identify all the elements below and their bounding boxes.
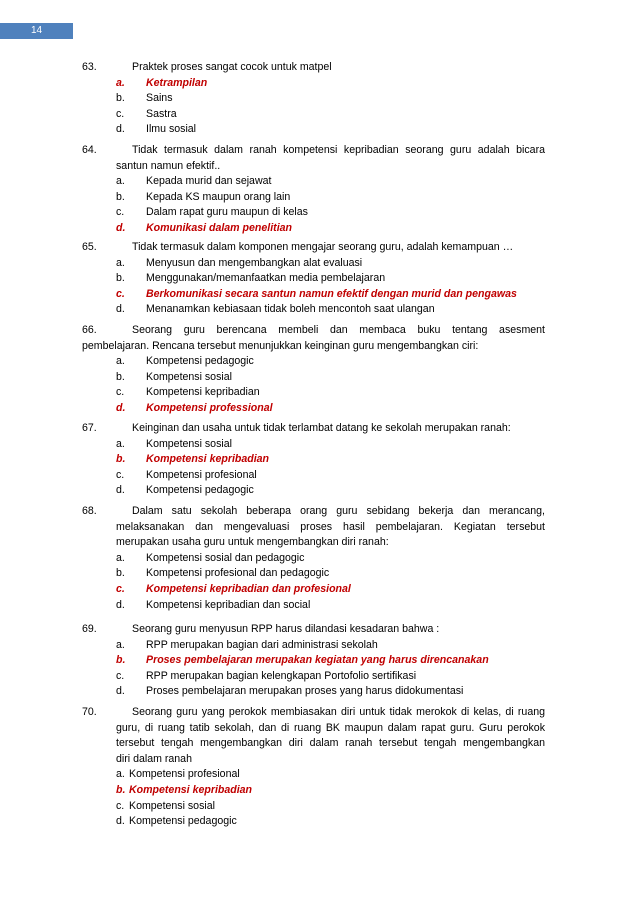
question-stem xyxy=(82,323,545,354)
option-text: Dalam rapat guru maupun di kelas xyxy=(146,206,308,219)
option-letter: d. xyxy=(116,685,125,698)
question-text-line xyxy=(82,705,545,721)
question-text-line: guru, di ruang tatib sekolah, dan di ruang BK maupun dalam rapat guru. Guru perokok xyxy=(116,721,545,734)
option-letter: b. xyxy=(116,190,125,203)
answer-option xyxy=(82,107,545,123)
option-text: Sastra xyxy=(146,107,177,120)
option-letter: d. xyxy=(116,484,125,497)
question-number: 65. xyxy=(82,241,97,253)
option-letter: c. xyxy=(116,799,125,812)
question-text-line xyxy=(82,60,545,76)
option-text: Kompetensi pedagogic xyxy=(129,815,237,828)
question-text: Seorang guru berencana membeli dan membaca buku tentang asesment xyxy=(132,324,545,336)
option-text: Menanamkan kebiasaan tidak boleh mencontoh saat ulangan xyxy=(146,303,435,316)
answer-option-correct xyxy=(82,401,545,417)
option-text: Kompetensi kepribadian xyxy=(146,453,270,466)
option-letter: b. xyxy=(116,272,125,285)
question-text-line xyxy=(82,240,545,256)
answer-option-correct xyxy=(82,221,545,237)
question-block xyxy=(82,622,545,700)
answer-option xyxy=(82,122,545,138)
option-letter: d. xyxy=(116,123,125,136)
answer-option xyxy=(82,271,545,287)
option-text: Ketrampilan xyxy=(146,76,208,89)
option-text: Menggunakan/memanfaatkan media pembelajaran xyxy=(146,272,386,285)
question-text: Tidak termasuk dalam komponen mengajar seorang guru, adalah kemampuan … xyxy=(132,241,514,253)
option-text: Kompetensi sosial xyxy=(146,437,232,450)
question-text-line xyxy=(82,421,545,437)
option-letter: c. xyxy=(116,107,125,120)
answer-option xyxy=(82,190,545,206)
question-text-line: diri dalam ranah xyxy=(116,752,192,765)
answer-option xyxy=(82,669,545,685)
option-letter: c. xyxy=(116,582,125,595)
option-letter: a. xyxy=(116,355,125,368)
answer-option xyxy=(82,483,545,499)
answer-option-correct xyxy=(82,783,545,799)
question-number: 67. xyxy=(82,422,97,434)
question-stem xyxy=(82,240,545,256)
option-text: Kompetensi kepribadian xyxy=(129,783,253,796)
answer-option xyxy=(82,174,545,190)
option-letter: b. xyxy=(116,92,125,105)
answer-option xyxy=(82,354,545,370)
option-letter: a. xyxy=(116,437,125,450)
option-text: RPP merupakan bagian dari administrasi sekolah xyxy=(146,638,378,651)
option-text: Kompetensi sosial xyxy=(129,799,215,812)
option-text: Berkomunikasi secara santun namun efektif dengan murid dan pengawas xyxy=(146,287,517,300)
option-letter: c. xyxy=(116,287,125,300)
option-text: Kompetensi pedagogic xyxy=(146,484,254,497)
answer-option xyxy=(82,256,545,272)
question-stem xyxy=(82,622,545,638)
question-text-line xyxy=(82,622,545,638)
question-number: 69. xyxy=(82,623,97,635)
option-letter: d. xyxy=(116,401,126,414)
option-letter: b. xyxy=(116,783,126,796)
question-stem xyxy=(82,705,545,767)
question-text: Tidak termasuk dalam ranah kompetensi kepribadian seorang guru adalah bicara xyxy=(132,144,545,156)
question-text-line: pembelajaran. Rencana tersebut menunjukkan keinginan guru mengembangkan ciri: xyxy=(82,339,479,352)
page-number-tab xyxy=(0,23,73,39)
question-stem xyxy=(82,143,545,174)
answer-option xyxy=(82,370,545,386)
answer-option xyxy=(82,566,545,582)
option-letter: a. xyxy=(116,768,125,781)
option-letter: b. xyxy=(116,453,126,466)
option-letter: a. xyxy=(116,638,125,651)
question-stem xyxy=(82,60,545,76)
answer-option xyxy=(82,598,545,614)
option-text: Kompetensi professional xyxy=(146,401,273,414)
question-text-line xyxy=(82,323,545,339)
option-text: Kompetensi sosial xyxy=(146,370,232,383)
answer-option xyxy=(82,551,545,567)
page-number: 14 xyxy=(30,25,43,36)
answer-option xyxy=(82,638,545,654)
question-block xyxy=(82,60,545,138)
question-text: Keinginan dan usaha untuk tidak terlambat datang ke sekolah merupakan ranah: xyxy=(132,422,511,434)
option-text: Kompetensi profesional xyxy=(146,468,257,481)
option-text: Proses pembelajaran merupakan proses yang harus didokumentasi xyxy=(146,685,464,698)
option-text: Kompetensi kepribadian dan profesional xyxy=(146,582,351,595)
answer-option xyxy=(82,91,545,107)
option-text: Kepada KS maupun orang lain xyxy=(146,190,291,203)
question-text-line: merupakan usaha guru untuk mengembangkan diri ranah: xyxy=(116,536,389,549)
question-block xyxy=(82,323,545,417)
question-text: Praktek proses sangat cocok untuk matpel xyxy=(132,61,332,73)
question-text: Dalam satu sekolah beberapa orang guru sebidang bekerja dan merancang, xyxy=(132,505,545,517)
option-text: Menyusun dan mengembangkan alat evaluasi xyxy=(146,256,363,269)
question-number: 70. xyxy=(82,706,97,718)
option-text: Ilmu sosial xyxy=(146,123,197,136)
option-text: Kompetensi profesional dan pedagogic xyxy=(146,567,330,580)
question-block xyxy=(82,421,545,499)
question-block xyxy=(82,143,545,237)
answer-option xyxy=(82,468,545,484)
question-text-line xyxy=(82,143,545,159)
answer-option-correct xyxy=(82,653,545,669)
option-letter: a. xyxy=(116,175,125,188)
option-letter: c. xyxy=(116,669,125,682)
answer-option xyxy=(82,437,545,453)
option-text: Sains xyxy=(146,92,173,105)
question-number: 63. xyxy=(82,61,97,73)
option-letter: b. xyxy=(116,567,125,580)
question-number: 68. xyxy=(82,505,97,517)
answer-option-correct xyxy=(82,76,545,92)
option-letter: b. xyxy=(116,370,125,383)
option-text: Kompetensi profesional xyxy=(129,768,240,781)
question-stem xyxy=(82,421,545,437)
option-letter: a. xyxy=(116,256,125,269)
answer-option-correct xyxy=(82,582,545,598)
option-letter: b. xyxy=(116,654,126,667)
question-block xyxy=(82,504,545,613)
option-letter: a. xyxy=(116,551,125,564)
answer-option xyxy=(82,767,545,783)
option-letter: c. xyxy=(116,206,125,219)
option-text: Kompetensi kepribadian dan social xyxy=(146,598,311,611)
option-letter: c. xyxy=(116,468,125,481)
option-text: Kepada murid dan sejawat xyxy=(146,175,272,188)
option-text: Komunikasi dalam penelitian xyxy=(146,221,292,234)
option-letter: d. xyxy=(116,303,125,316)
question-block xyxy=(82,705,545,830)
option-text: Kompetensi kepribadian xyxy=(146,386,260,399)
option-letter: d. xyxy=(116,598,125,611)
question-text-line xyxy=(82,504,545,520)
option-letter: d. xyxy=(116,221,126,234)
question-stem xyxy=(82,504,545,551)
question-text: Seorang guru yang perokok membiasakan diri untuk tidak merokok di kelas, di ruang xyxy=(132,706,545,718)
option-letter: d. xyxy=(116,815,125,828)
question-text-line: melaksanakan dan mengevaluasi proses hasil pembelajaran. Kegiatan tersebut xyxy=(116,520,545,533)
question-number: 64. xyxy=(82,144,97,156)
option-text: Kompetensi pedagogic xyxy=(146,355,254,368)
answer-option xyxy=(82,302,545,318)
option-text: Kompetensi sosial dan pedagogic xyxy=(146,551,305,564)
option-letter: c. xyxy=(116,386,125,399)
answer-option xyxy=(82,814,545,830)
answer-option-correct xyxy=(82,452,545,468)
option-text: RPP merupakan bagian kelengkapan Portofolio sertifikasi xyxy=(146,669,417,682)
option-letter: a. xyxy=(116,76,125,89)
question-number: 66. xyxy=(82,324,97,336)
question-text-line: tersebut tengah mengembangkan diri dalam ranah tersebut tengah mengembangkan xyxy=(116,737,545,750)
answer-option-correct xyxy=(82,287,545,303)
question-text-line: santun namun efektif.. xyxy=(116,159,221,172)
question-text: Seorang guru menyusun RPP harus dilandasi kesadaran bahwa : xyxy=(132,623,440,635)
option-text: Proses pembelajaran merupakan kegiatan yang harus direncanakan xyxy=(146,654,489,667)
answer-option xyxy=(82,385,545,401)
answer-option xyxy=(82,799,545,815)
answer-option xyxy=(82,684,545,700)
question-block xyxy=(82,240,545,318)
answer-option xyxy=(82,205,545,221)
